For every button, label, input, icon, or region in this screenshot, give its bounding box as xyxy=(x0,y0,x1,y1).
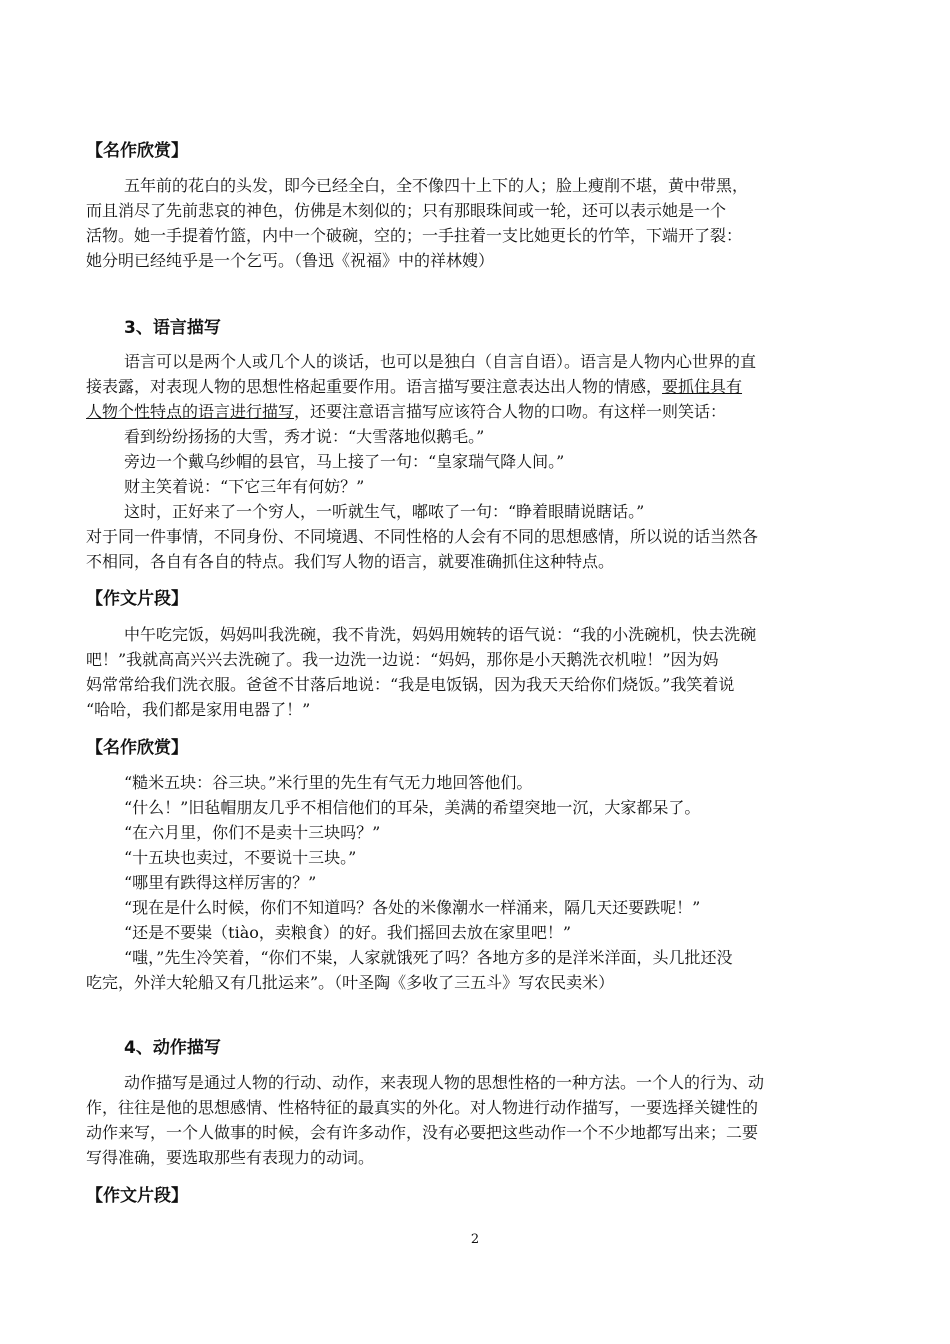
joke-line: 这时，正好来了一个穷人，一听就生气，嘟哝了一句：“睁着眼睛说瞎话。” xyxy=(124,502,645,521)
underlined-text: 要抓住具有 xyxy=(662,377,743,396)
text-line xyxy=(86,400,866,424)
dialogue-line: “现在是什么时候，你们不知道吗？各处的米像潮水一样涌来，隔几天还要跌呢！” xyxy=(124,898,701,917)
page-number: 2 xyxy=(470,1232,480,1247)
dialogue-line: “十五块也卖过，不要说十三块。” xyxy=(124,848,357,867)
text-line: 写得准确，要选取那些有表现力的动词。 xyxy=(86,1148,375,1167)
joke-line: 看到纷纷扬扬的大雪，秀才说：“大雪落地似鹅毛。” xyxy=(124,427,485,446)
heading-masterpiece-appreciation: 【名作欣赏】 xyxy=(86,141,188,161)
dialogue-line: “嗤，”先生冷笑着，“你们不粜，人家就饿死了吗？各地方多的是洋米洋面，头几批还没 xyxy=(124,948,733,967)
text-line: 妈常常给我们洗衣服。爸爸不甘落后地说：“我是电饭锅，因为我天天给你们烧饭。”我笑着说 xyxy=(86,675,735,694)
dialogue-line: “哪里有跌得这样厉害的？” xyxy=(124,873,317,892)
joke-line: 财主笑着说：“下它三年有何妨？” xyxy=(124,477,365,496)
text-line: 不相同，各自有各自的特点。我们写人物的语言，就要准确抓住这种特点。 xyxy=(86,552,615,571)
text-line: 中午吃完饭，妈妈叫我洗碗，我不肯洗，妈妈用婉转的语气说：“我的小洗碗机，快去洗碗 xyxy=(124,625,757,644)
dialogue-line: “什么！”旧毡帽朋友几乎不相信他们的耳朵，美满的希望突地一沉，大家都呆了。 xyxy=(124,798,701,817)
text-line: 她分明已经纯乎是一个乞丐。（鲁迅《祝福》中的祥林嫂） xyxy=(86,251,495,270)
underlined-text: 人物个性特点的语言进行描写 xyxy=(86,402,295,421)
dialogue-line: “糙米五块：谷三块。”米行里的先生有气无力地回答他们。 xyxy=(124,773,533,792)
text-line: 五年前的花白的头发，即今已经全白，全不像四十上下的人；脸上瘦削不堪，黄中带黑， xyxy=(124,176,749,195)
text-line: 作，往往是他的思想感情、性格特征的最真实的外化。对人物进行动作描写，一要选择关键性的 xyxy=(86,1098,759,1117)
text-line: 语言可以是两个人或几个人的谈话，也可以是独白（自言自语）。语言是人物内心世界的直 xyxy=(124,352,757,371)
text-span: ，还要注意语言描写应该符合人物的口吻。有这样一则笑话： xyxy=(294,402,727,421)
heading-essay-excerpt: 【作文片段】 xyxy=(86,1186,188,1206)
heading-essay-excerpt: 【作文片段】 xyxy=(86,589,188,609)
text-line: 对于同一件事情，不同身份、不同境遇、不同性格的人会有不同的思想感情，所以说的话当然各 xyxy=(86,527,759,546)
text-line: 动作描写是通过人物的行动、动作，来表现人物的思想性格的一种方法。一个人的行为、动 xyxy=(124,1073,765,1092)
text-line: 吧！”我就高高兴兴去洗碗了。我一边洗一边说：“妈妈，那你是小天鹅洗衣机啦！”因为妈 xyxy=(86,650,719,669)
section-heading-language-description: 3、语言描写 xyxy=(124,318,221,338)
text-line xyxy=(86,375,866,399)
text-line: 动作来写，一个人做事的时候，会有许多动作，没有必要把这些动作一个不少地都写出来；二要 xyxy=(86,1123,759,1142)
text-line: 活物。她一手提着竹篮，内中一个破碗，空的；一手拄着一支比她更长的竹竿，下端开了裂： xyxy=(86,226,743,245)
section-heading-action-description: 4、动作描写 xyxy=(124,1038,221,1058)
text-line: “哈哈，我们都是家用电器了！” xyxy=(86,700,311,719)
text-line: 吃完，外洋大轮船又有几批运来”。（叶圣陶《多收了三五斗》写农民卖米） xyxy=(86,973,615,992)
text-span: 接表露，对表现人物的思想性格起重要作用。语言描写要注意表达出人物的情感， xyxy=(86,377,663,396)
dialogue-line: “还是不要粜（tiào，卖粮食）的好。我们摇回去放在家里吧！” xyxy=(124,923,572,942)
text-line: 而且消尽了先前悲哀的神色，仿佛是木刻似的；只有那眼珠间或一轮，还可以表示她是一个 xyxy=(86,201,727,220)
dialogue-line: “在六月里，你们不是卖十三块吗？” xyxy=(124,823,381,842)
joke-line: 旁边一个戴乌纱帽的县官，马上接了一句：“皇家瑞气降人间。” xyxy=(124,452,565,471)
heading-masterpiece-appreciation: 【名作欣赏】 xyxy=(86,738,188,758)
